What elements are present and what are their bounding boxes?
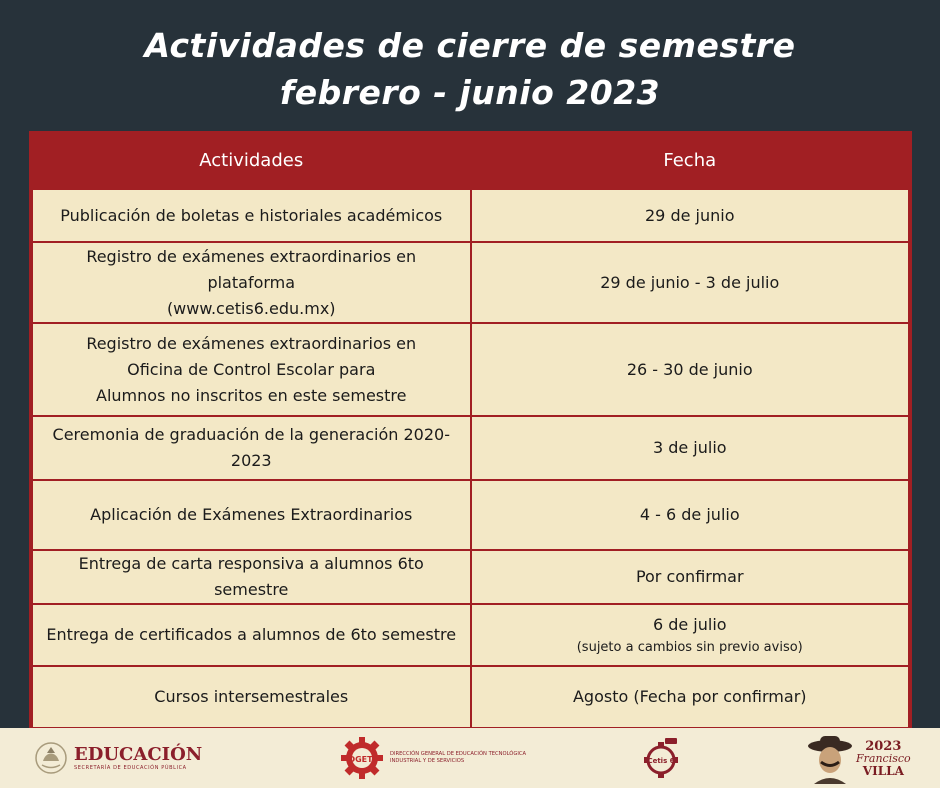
cetis-logo-text: Cetis 6 [647,757,675,765]
activity-cell: Entrega de carta responsiva a alumnos 6to semestre [32,550,471,604]
table-row [32,189,909,242]
footer-logos [0,728,940,788]
mexico-eagle-seal-icon [34,739,68,777]
villa-year: 2023 [865,738,902,754]
table-row [32,604,909,666]
dgeti-logo-letters: DGETI [348,755,376,764]
educacion-subtitle: SECRETARÍA DE EDUCACIÓN PÚBLICA [74,765,187,771]
date-cell: 4 - 6 de julio [471,480,910,550]
table-row [32,666,909,728]
dgeti-gear-icon [340,736,384,780]
educacion-title: EDUCACIÓN [74,744,203,765]
educacion-logo [34,738,202,778]
francisco-villa-portrait-icon [806,732,854,784]
villa-name: Francisco [856,751,911,765]
cetis-gear-icon [641,736,681,780]
date-cell: Agosto (Fecha por confirmar) [471,666,910,728]
title-line-1: Actividades de cierre de semestre [144,26,796,65]
francisco-villa-2023-logo [806,732,911,784]
date-note: (sujeto a cambios sin previo aviso) [576,640,803,655]
table-header-row [32,133,909,189]
date-cell: 6 de julio (sujeto a cambios sin previo aviso) [471,604,910,666]
date-cell: 29 de junio [471,189,910,242]
activity-cell: Aplicación de Exámenes Extraordinarios [32,480,471,550]
activity-cell: Ceremonia de graduación de la generación 2020-2023 [32,416,471,480]
activity-cell: Publicación de boletas e historiales académicos [32,189,471,242]
activity-cell: Cursos intersemestrales [32,666,471,728]
villa-surname: VILLA [862,763,904,778]
table-row [32,480,909,550]
activity-cell: Registro de exámenes extraordinarios en Oficina de Control Escolar para Alumnos no inscritos en este semestre [32,323,471,416]
dgeti-logo [340,736,540,780]
date-cell: Por confirmar [471,550,910,604]
date-cell: 3 de julio [471,416,910,480]
table-row [32,550,909,604]
header-date: Fecha [471,133,910,189]
header-activities: Actividades [32,133,471,189]
table-row [32,323,909,416]
table-row [32,242,909,323]
date-cell: 29 de junio - 3 de julio [471,242,910,323]
activities-table [29,131,912,731]
dgeti-text: DIRECCIÓN GENERAL DE EDUCACIÓN TECNOLÓGICA INDUSTRIAL Y DE SERVICIOS [390,751,527,764]
page-title [0,22,940,116]
activity-cell: Registro de exámenes extraordinarios en plataforma (www.cetis6.edu.mx) [32,242,471,323]
table-row [32,416,909,480]
activity-cell: Entrega de certificados a alumnos de 6to semestre [32,604,471,666]
title-line-2: febrero - junio 2023 [279,73,661,112]
date-cell: 26 - 30 de junio [471,323,910,416]
cetis-logo [641,736,681,784]
